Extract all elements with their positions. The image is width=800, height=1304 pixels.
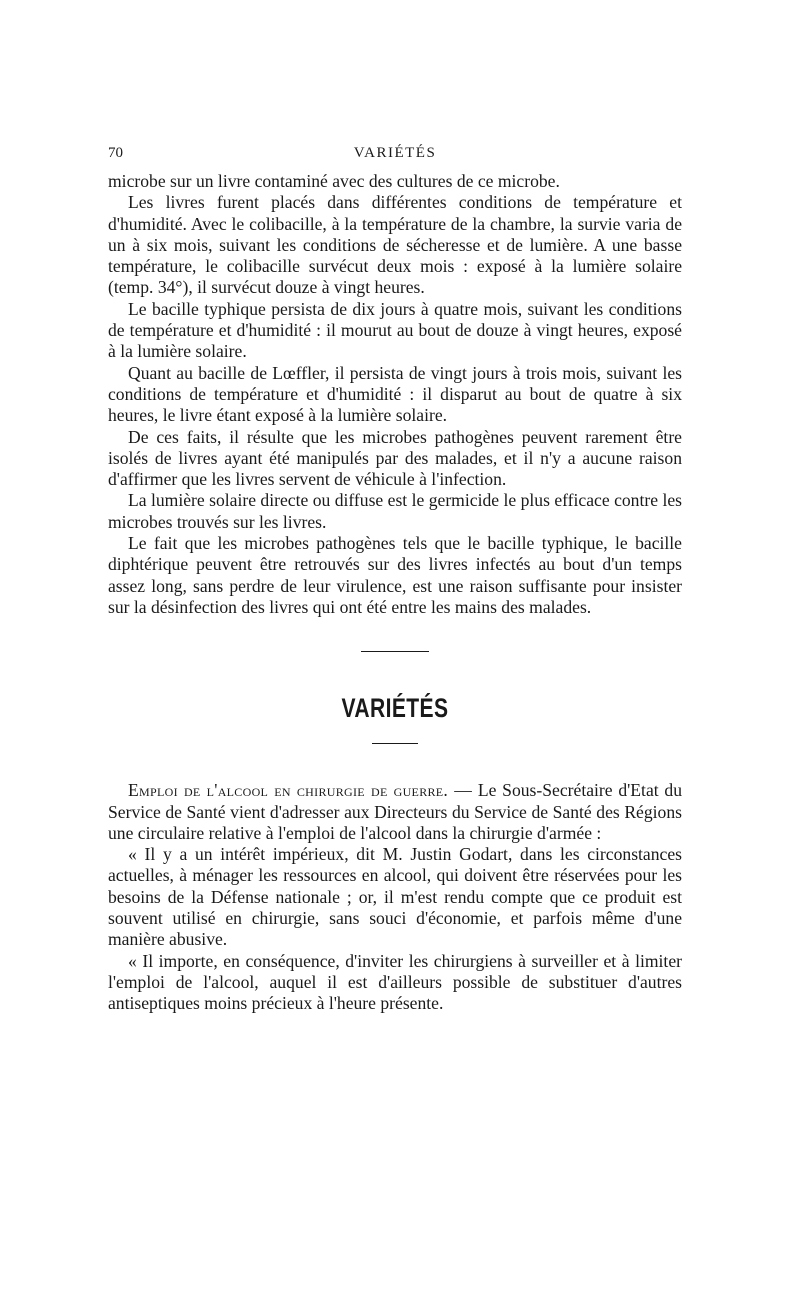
section-divider-bottom — [372, 743, 418, 744]
article-intro — [108, 780, 682, 844]
paragraph: Quant au bacille de Lœffler, il persista de vingt jours à trois mois, suivant les conditions de température et d'humidité : il disparut au bout de quatre à six heures, le livre étant exposé à la lumière solaire. — [108, 362, 682, 426]
section-title: VARIÉTÉS — [341, 693, 449, 724]
quote-paragraph: « Il importe, en conséquence, d'inviter les chirurgiens à surveiller et à limiter l'emploi de l'alcool, auquel il est d'ailleurs possible de substituer d'autres antiseptiques moins précieux à l'heure présente. — [108, 950, 682, 1014]
quote-paragraph: « Il y a un intérêt impérieux, dit M. Justin Godart, dans les circonstances actuelles, à ménager les ressources en alcool, qui doivent être réservées pour les besoins de la Défense nationale ; or, il m'est rendu compte que ce produit est souvent utilisé en chirurgie, sans souci d'économie, et parfois même d'une manière abusive. — [108, 844, 682, 950]
paragraph: Le fait que les microbes pathogènes tels que le bacille typhique, le bacille diphtérique peuvent être retrouvés sur des livres infectés au bout d'un temps assez long, sans perdre de leur virulence, est une raison suffisante pour insister sur la désinfection des livres qui ont été entre les mains des malades. — [108, 533, 682, 617]
page-number: 70 — [108, 145, 123, 161]
paragraph: La lumière solaire directe ou diffuse est le germicide le plus efficace contre les microbes trouvés sur les livres. — [108, 490, 682, 532]
article-heading: Emploi de l'alcool en chirurgie de guerre. — — [128, 780, 473, 801]
article — [108, 780, 682, 1014]
page-header — [108, 145, 682, 171]
section-divider-top — [361, 651, 429, 652]
paragraph: Les livres furent placés dans différentes conditions de température et d'humidité. Avec le colibacille, à la température de la chambre, la survie varia de un à six mois, suivant les conditions de sécheresse et de lumière. A une basse température, le colibacille survécut deux mois : exposé à la lumière solaire (temp. 34°), il survécut douze à vingt heures. — [108, 192, 682, 298]
article-intro-text: Le Sous-Secrétaire d'Etat du Service de Santé vient d'adresser aux Directeurs du Service de Santé des Régions une circulaire relative à l'emploi de l'alcool dans la chirurgie d'armée : — [108, 780, 682, 843]
paragraph: De ces faits, il résulte que les microbes pathogènes peuvent rarement être isolés de livres ayant été manipulés par des malades, et il n'y a aucune raison d'affirmer que les livres servent de véhicule à l'infection. — [108, 426, 682, 490]
paragraph-continuation: microbe sur un livre contaminé avec des cultures de ce microbe. — [108, 171, 560, 191]
main-text — [108, 171, 682, 618]
book-page — [108, 145, 682, 1015]
paragraph: Le bacille typhique persista de dix jours à quatre mois, suivant les conditions de température et d'humidité : il mourut au bout de douze à vingt heures, exposé à la lumière solaire. — [108, 298, 682, 362]
running-title: VARIÉTÉS — [353, 145, 437, 161]
